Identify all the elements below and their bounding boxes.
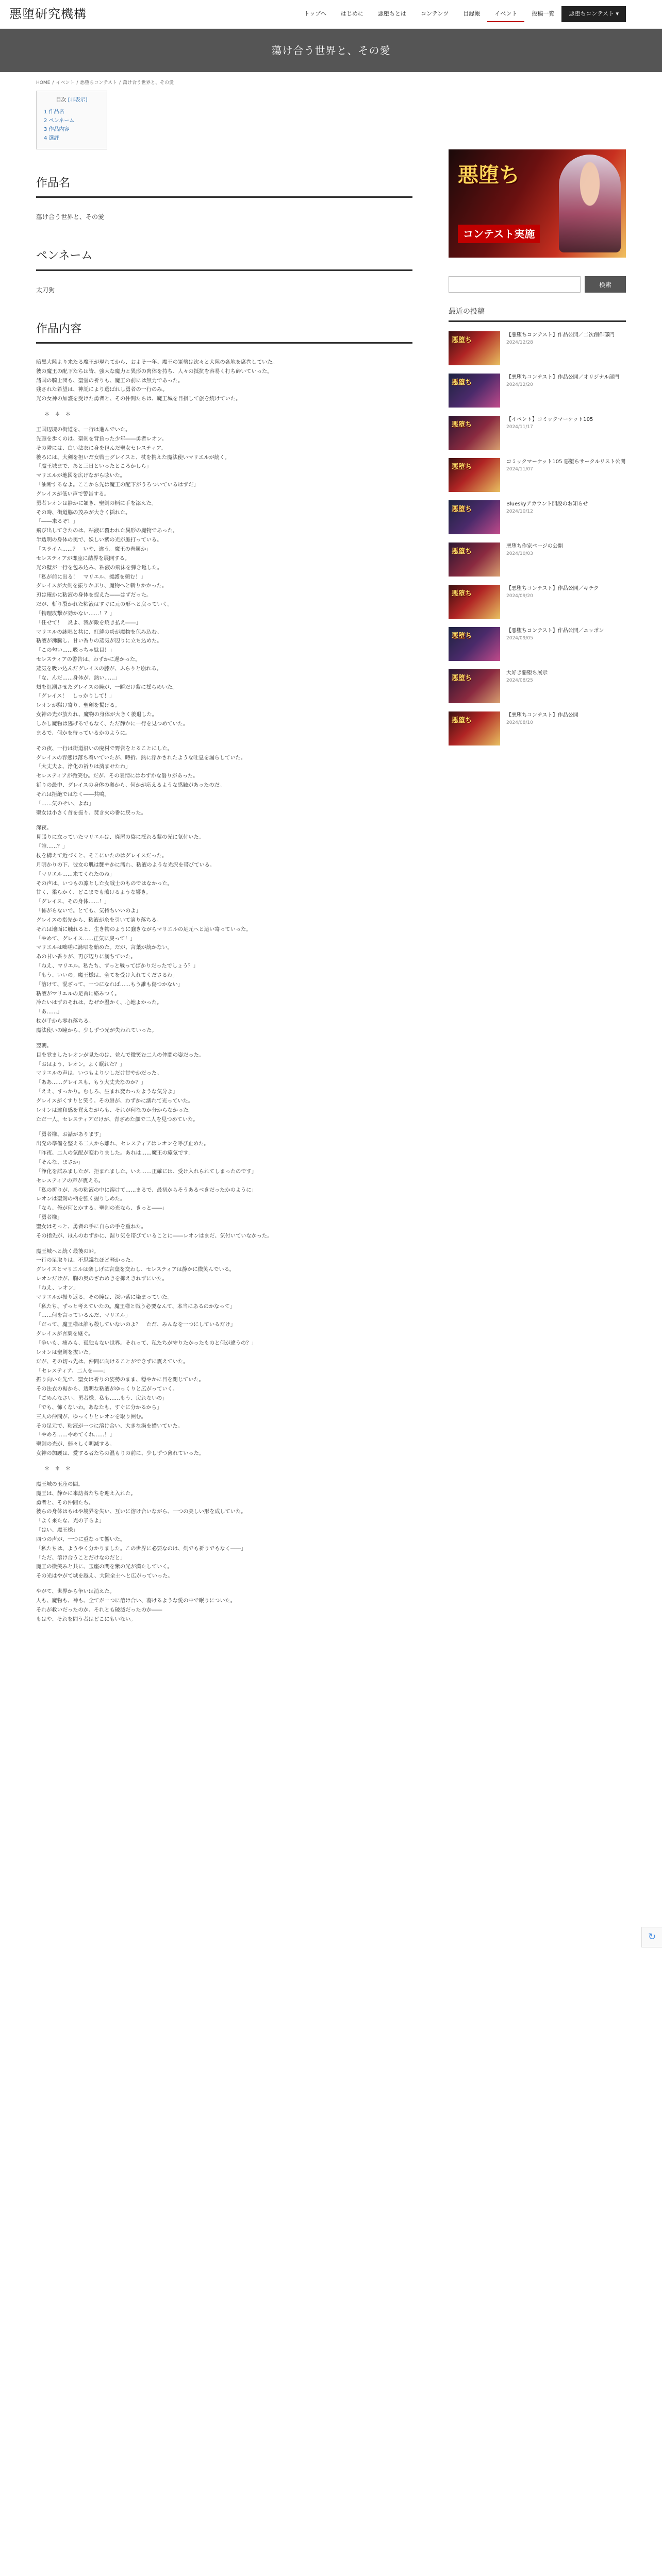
story-paragraph: 彼の魔王の配下たちは皆、強大な魔力と異形の肉体を持ち、人々の抵抗を容易く打ち砕いていった。 bbox=[36, 368, 273, 375]
nav-item[interactable]: はじめに bbox=[340, 10, 363, 17]
section-heading-title: 作品名 bbox=[36, 174, 412, 198]
story-paragraph: 見張りに立っていたマリエルは、廃屋の陰に揺れる紫の光に気付いた。 bbox=[36, 835, 204, 841]
story-paragraph: 女神の加護は、愛する者たちの温もりの前に、少しずつ薄れていった。 bbox=[36, 1451, 204, 1457]
post-thumbnail[interactable] bbox=[449, 374, 500, 408]
toc-list bbox=[44, 108, 100, 143]
nav-item[interactable]: 投稿一覧 bbox=[532, 10, 555, 17]
story-paragraph: 「誰……？」 bbox=[36, 844, 68, 850]
story-paragraph: 粘液が沸騰し、甘い香りの蒸気が辺りに立ち込めた。 bbox=[36, 638, 162, 645]
story-paragraph: 人も、魔物も、神も、全てが一つに溶け合い、蕩けるような愛の中で眠りについた。 bbox=[36, 1598, 236, 1604]
sidebar bbox=[449, 90, 626, 1624]
story-paragraph: もはや、それを問う者はどこにもいない。 bbox=[36, 1616, 136, 1622]
post-title-link[interactable]: コミックマーケット105 悪堕ちサークルリスト公開 bbox=[506, 459, 626, 465]
story-paragraph: 「私が前に出る！ マリエル、援護を頼む！」 bbox=[36, 574, 146, 580]
recent-post-item[interactable] bbox=[449, 627, 626, 661]
site-header bbox=[0, 0, 662, 29]
story-paragraph: 「……何を言っているんだ、マリエル」 bbox=[36, 1313, 131, 1319]
nav-item[interactable]: コンテンツ bbox=[420, 10, 449, 17]
post-thumbnail[interactable] bbox=[449, 416, 500, 450]
post-title-link[interactable]: 悪堕ち作家ページの公開 bbox=[506, 544, 563, 550]
story-paragraph: レオンは聖剣の柄を強く握りしめた。 bbox=[36, 1196, 126, 1202]
story-paragraph: 蒸気を吸い込んだグレイスの膝が、ふらりと崩れる。 bbox=[36, 666, 162, 672]
breadcrumb bbox=[0, 72, 662, 90]
story-paragraph: 「溶けて、混ざって、一つになれば……もう誰も傷つかない」 bbox=[36, 981, 183, 988]
story-paragraph: 光の女神の加護を受けた勇者と、その仲間たちは、魔王城を目指して旅を続けていた。 bbox=[36, 396, 241, 402]
story-paragraph: 聖剣の光が、弱々しく明滅する。 bbox=[36, 1442, 115, 1448]
story-paragraph: 「グレイス、その身体……！」 bbox=[36, 899, 110, 905]
story-paragraph: それが救いだったのか、それとも破滅だったのか―― bbox=[36, 1607, 162, 1613]
story-paragraph: 魔王は、静かに来訪者たちを迎え入れた。 bbox=[36, 1490, 136, 1497]
story-paragraph: レオンが駆け寄り、聖剣を掲げる。 bbox=[36, 703, 120, 709]
story-paragraph: グレイスが低い声で警告する。 bbox=[36, 491, 110, 497]
search-form bbox=[449, 276, 626, 293]
thumbnail-logo: 悪堕ち bbox=[452, 505, 472, 514]
story-paragraph: 「ただ、溶け合うことだけなのだと」 bbox=[36, 1555, 126, 1561]
story-paragraph: 「魔王城まで、あと三日といったところかしら」 bbox=[36, 464, 152, 470]
nav-item[interactable]: 目録帳 bbox=[463, 10, 481, 17]
story-paragraph: 粘液がマリエルの足首に絡みつく。 bbox=[36, 991, 120, 997]
recent-posts-heading: 最近の投稿 bbox=[449, 303, 626, 322]
story-paragraph: グレイスがくすりと笑う。その唇が、わずかに濡れて光っていた。 bbox=[36, 1098, 194, 1104]
thumbnail-logo: 悪堕ち bbox=[452, 590, 472, 598]
main-content bbox=[36, 90, 412, 1624]
post-text bbox=[506, 543, 563, 577]
story-paragraph: 「浄化を試みましたが、拒まれました。いえ……正確には、受け入れられてしまったのです」 bbox=[36, 1168, 257, 1175]
post-text bbox=[506, 458, 625, 492]
story-paragraph: 「やめろ……やめてくれ……！」 bbox=[36, 1432, 115, 1438]
story-paragraph: 「ごめんなさい、勇者様。私も……もう、戻れないの」 bbox=[36, 1396, 168, 1402]
story-paragraph: マリエルの声は、いつもより少しだけ甘やかだった。 bbox=[36, 1071, 162, 1077]
post-date: 2024/08/25 bbox=[506, 678, 533, 684]
story-paragraph: 魔王城の玉座の間。 bbox=[36, 1481, 84, 1487]
story-paragraph: 「グレイス！ しっかりして！」 bbox=[36, 693, 115, 700]
story-paragraph: 「ねえ、レオン」 bbox=[36, 1285, 79, 1291]
post-thumbnail[interactable] bbox=[449, 331, 500, 365]
thumbnail-logo: 悪堕ち bbox=[452, 336, 472, 345]
story-paragraph: 「あ……」 bbox=[36, 1009, 62, 1015]
recent-post-item[interactable] bbox=[449, 543, 626, 577]
post-text bbox=[506, 669, 548, 703]
story-paragraph: グレイスとマリエルは楽しげに言葉を交わし、セレスティアは静かに微笑んでいる。 bbox=[36, 1267, 235, 1273]
story-paragraph: 「勇者様、お話があります」 bbox=[36, 1132, 105, 1138]
post-thumbnail[interactable] bbox=[449, 585, 500, 619]
thumbnail-logo: 悪堕ち bbox=[452, 463, 472, 471]
nav-item[interactable]: トップへ bbox=[304, 10, 326, 17]
recent-post-item[interactable] bbox=[449, 416, 626, 450]
toc-item[interactable]: 1 作品名 bbox=[44, 109, 64, 115]
banner-subtitle: コンテスト実施 bbox=[458, 225, 540, 243]
toc-item[interactable]: 4 選評 bbox=[44, 135, 59, 141]
thumbnail-logo: 悪堕ち bbox=[452, 548, 472, 556]
story-paragraph: 杖を構えて近づくと、そこにいたのはグレイスだった。 bbox=[36, 853, 168, 859]
story-paragraph: 頬を紅潮させたグレイスの瞳が、一瞬だけ紫に揺らめいた。 bbox=[36, 684, 178, 690]
post-title-link[interactable]: 【イベント】コミックマーケット105 bbox=[506, 417, 593, 423]
post-date: 2024/12/28 bbox=[506, 340, 533, 346]
post-text bbox=[506, 374, 619, 408]
story-paragraph: 深夜。 bbox=[36, 825, 52, 832]
story-paragraph: その足元で、粘液が一つに溶け合い、大きな渦を描いていた。 bbox=[36, 1423, 184, 1429]
story-paragraph: 「――来るぞ！」 bbox=[36, 519, 78, 525]
story-paragraph: 「ああ……グレイスも、もう大丈夫なのか？」 bbox=[36, 1080, 146, 1086]
story-paragraph: セレスティアが微笑む。だが、その表情にはわずかな翳りがあった。 bbox=[36, 773, 198, 779]
story-paragraph: 杖が手から零れ落ちる。 bbox=[36, 1019, 94, 1025]
story-paragraph: その光はやがて城を越え、大陸全土へと広がっていった。 bbox=[36, 1573, 173, 1580]
story-paragraph: 目を覚ましたレオンが見たのは、並んで微笑む二人の仲間の姿だった。 bbox=[36, 1052, 204, 1058]
story-paragraph: まるで、何かを待っているかのように。 bbox=[36, 730, 131, 736]
search-input[interactable] bbox=[449, 276, 581, 293]
story-paragraph: 聖女は小さく首を振り、焚き火の番に戻った。 bbox=[36, 810, 146, 816]
story-paragraph: その声は、いつもの凛とした女戦士のものではなかった。 bbox=[36, 880, 173, 887]
story-paragraph: 「よく来たな、光の子らよ」 bbox=[36, 1518, 105, 1524]
story-paragraph: 「やめて、グレイス……正気に戻って！」 bbox=[36, 936, 136, 942]
story-paragraph: その隣には、白い法衣に身を包んだ聖女セレスティア。 bbox=[36, 445, 167, 451]
post-text bbox=[506, 331, 615, 365]
story-paragraph: 月明かりの下、彼女の肌は艶やかに濡れ、粘液のような光沢を帯びている。 bbox=[36, 862, 215, 868]
story-paragraph: 暗黒大陸より来たる魔王が現れてから、およそ一年。魔王の軍勢は次々と大陸の各地を席巻していた。 bbox=[36, 359, 278, 365]
nav-item[interactable]: イベント bbox=[487, 6, 524, 23]
recent-post-item[interactable] bbox=[449, 374, 626, 408]
story-paragraph: 「でも、怖くないわ。あなたも、すぐに分かるから」 bbox=[36, 1404, 162, 1411]
paragraph-gap bbox=[36, 818, 412, 824]
story-paragraph: 「任せて！ 炎よ、我が敵を焼き払え――」 bbox=[36, 620, 141, 626]
post-title-link[interactable]: 【悪堕ちコンテスト】作品公開／ニッポン bbox=[506, 628, 604, 634]
story-paragraph: 「なら、俺が何とかする。聖剣の光なら、きっと――」 bbox=[36, 1206, 168, 1212]
site-title[interactable]: 悪堕研究機構 bbox=[9, 7, 87, 22]
story-paragraph: 三人の仲間が、ゆっくりとレオンを取り囲む。 bbox=[36, 1414, 146, 1420]
recent-post-item[interactable] bbox=[449, 458, 626, 492]
story-paragraph: 「おはよう、レオン。よく眠れた？」 bbox=[36, 1061, 125, 1067]
post-thumbnail[interactable] bbox=[449, 500, 500, 534]
story-paragraph: グレイスの容態は落ち着いていたが、時折、熱に浮かされたような吐息を漏らしていた。 bbox=[36, 755, 246, 761]
story-paragraph: 振り向いた先で、聖女は祈りの姿勢のまま、穏やかに目を閉じていた。 bbox=[36, 1377, 204, 1383]
story-paragraph: 出発の準備を整える二人から離れ、セレスティアはレオンを呼び止めた。 bbox=[36, 1141, 209, 1147]
post-text bbox=[506, 627, 604, 661]
post-text bbox=[506, 416, 593, 450]
story-paragraph: 王国辺境の街道を、一行は進んでいた。 bbox=[36, 427, 131, 433]
story-paragraph: マリエルの詠唱と共に、紅蓮の炎が魔物を包み込む。 bbox=[36, 629, 162, 635]
story-paragraph: 聖女はそっと、勇者の手に自らの手を重ねた。 bbox=[36, 1224, 146, 1230]
scene-separator: ＊ ＊ ＊ bbox=[44, 412, 71, 418]
story-paragraph: 「大丈夫よ、浄化の祈りは済ませたわ」 bbox=[36, 764, 131, 770]
breadcrumb-link[interactable]: HOME bbox=[36, 80, 51, 86]
breadcrumb-link[interactable]: 蕩け合う世界と、その愛 bbox=[123, 80, 174, 86]
story-paragraph: 「な、んだ……身体が、熱い……」 bbox=[36, 675, 120, 681]
story-paragraph: やがて、世界から争いは消えた。 bbox=[36, 1589, 115, 1595]
story-paragraph: あの甘い香りが、再び辺りに満ちていた。 bbox=[36, 954, 136, 960]
story-paragraph: グレイスが大剣を振りかぶり、魔物へと斬りかかった。 bbox=[36, 583, 168, 589]
recent-post-item[interactable] bbox=[449, 331, 626, 365]
section-heading-penname: ペンネーム bbox=[36, 247, 412, 270]
story-paragraph: 冷たいはずのそれは、なぜか温かく、心地よかった。 bbox=[36, 1000, 162, 1006]
paragraph-gap bbox=[36, 1124, 412, 1130]
work-title-value: 蕩け合う世界と、その愛 bbox=[36, 213, 105, 221]
paragraph-gap bbox=[36, 738, 412, 744]
post-title-link[interactable]: 【悪堕ちコンテスト】作品公開／オリジナル部門 bbox=[506, 375, 620, 381]
story-paragraph: 後ろには、大剣を担いだ女戦士グレイスと、杖を携えた魔法使いマリエルが続く。 bbox=[36, 454, 230, 461]
post-thumbnail[interactable] bbox=[449, 711, 500, 745]
breadcrumb-separator: / bbox=[119, 80, 121, 86]
story-paragraph: 勇者と、その仲間たち。 bbox=[36, 1500, 94, 1506]
story-paragraph: その時、街道脇の茂みが大きく揺れた。 bbox=[36, 510, 131, 516]
nav-item[interactable]: 悪堕ちとは bbox=[377, 10, 406, 17]
contest-banner[interactable] bbox=[449, 149, 626, 258]
banner-logo-text: 悪堕ち bbox=[458, 163, 520, 187]
global-nav bbox=[297, 6, 626, 23]
toc-item[interactable]: 2 ペンネーム bbox=[44, 118, 75, 124]
story-paragraph: 「昨夜、二人の気配が変わりました。あれは……魔王の瘴気です」 bbox=[36, 1150, 194, 1157]
story-paragraph: 「セレスティア、二人を――」 bbox=[36, 1368, 109, 1374]
story-paragraph: マリエルが振り返る。その瞳は、深い紫に染まっていた。 bbox=[36, 1294, 173, 1300]
toc-item[interactable]: 3 作品内容 bbox=[44, 127, 70, 132]
story-paragraph: 「ねえ、マリエル。私たち、ずっと戦ってばかりだったでしょう？」 bbox=[36, 963, 198, 970]
breadcrumb-link[interactable]: イベント bbox=[56, 80, 75, 86]
breadcrumb-link[interactable]: 悪堕ちコンテスト bbox=[80, 80, 118, 86]
post-title-link[interactable]: 【悪堕ちコンテスト】作品公開／二次創作部門 bbox=[506, 332, 615, 338]
toc-header bbox=[44, 96, 100, 105]
story-paragraph: セレスティアが即座に結界を展開する。 bbox=[36, 555, 130, 562]
post-title-link[interactable]: 大好き悪堕ち展示 bbox=[506, 670, 548, 676]
paragraph-gap bbox=[36, 1581, 412, 1587]
story-paragraph: 光の壁が一行を包み込み、粘液の飛沫を弾き返した。 bbox=[36, 565, 163, 571]
search-button[interactable]: 検索 bbox=[585, 276, 626, 293]
story-paragraph: 「勇者様」 bbox=[36, 1215, 62, 1221]
post-text bbox=[506, 711, 578, 745]
story-paragraph: それは拒絶ではなく――共鳴。 bbox=[36, 791, 110, 798]
story-paragraph: 魔法使いの瞳から、少しずつ光が失われていった。 bbox=[36, 1028, 157, 1033]
thumbnail-logo: 悪堕ち bbox=[452, 674, 472, 683]
penname-value: 太刀狗 bbox=[36, 286, 55, 294]
story-paragraph: 女神の光が放たれ、魔物の身体が大きく後退した。 bbox=[36, 712, 157, 718]
story-paragraph: 先頭を歩くのは、聖剣を背負った少年――勇者レオン。 bbox=[36, 436, 167, 442]
recent-post-item[interactable] bbox=[449, 711, 626, 745]
story-paragraph: 半透明の身体の奥で、妖しい紫の光が脈打っている。 bbox=[36, 537, 162, 544]
story-paragraph: セレスティアの警告は、わずかに遅かった。 bbox=[36, 657, 141, 663]
story-paragraph: 諸国の騎士団も、聖堂の祈りも、魔王の前には無力であった。 bbox=[36, 378, 184, 384]
post-text bbox=[506, 585, 599, 619]
story-paragraph: 「もう、いいの。魔王様は、全てを受け入れてくださるわ」 bbox=[36, 972, 178, 978]
story-paragraph: 「油断するなよ。ここから先は魔王の配下がうろついているはずだ」 bbox=[36, 482, 199, 488]
story-paragraph: 「はい、魔王様」 bbox=[36, 1528, 78, 1534]
story-paragraph: 祈りの最中、グレイスの身体の奥から、何かが応えるような感触があったのだ。 bbox=[36, 783, 225, 789]
story-paragraph: 「ええ、すっかり。むしろ、生まれ変わったような気分よ」 bbox=[36, 1089, 178, 1095]
story-paragraph: 「怖がらないで。とても、気持ちいいのよ」 bbox=[36, 908, 141, 914]
toc-toggle-link[interactable]: [非表示] bbox=[68, 97, 88, 103]
paragraph-gap bbox=[36, 1474, 412, 1480]
story-paragraph: 「私たち、ずっと考えていたの。魔王様と戦う必要なんて、本当にあるのかなって」 bbox=[36, 1303, 235, 1310]
story-paragraph: その指先が、ほんのわずかに、湿り気を帯びていることに――レオンはまだ、気付いていなかった。 bbox=[36, 1233, 273, 1239]
paragraph-gap bbox=[36, 419, 412, 426]
story-paragraph: 彼らの身体はもはや境界を失い、互いに溶け合いながら、一つの美しい形を成していた。 bbox=[36, 1509, 246, 1515]
nav-item[interactable]: 悪堕ちコンテスト ▾ bbox=[561, 6, 626, 23]
post-thumbnail[interactable] bbox=[449, 458, 500, 492]
story-paragraph: 「そんな、まさか」 bbox=[36, 1159, 84, 1165]
post-date: 2024/11/07 bbox=[506, 467, 533, 472]
post-thumbnail[interactable] bbox=[449, 627, 500, 661]
story-paragraph: マリエルは咄嗟に詠唱を始めた。だが、言葉が続かない。 bbox=[36, 945, 173, 951]
story-paragraph: だが、斬り裂かれた粘液はすぐに元の形へと戻っていく。 bbox=[36, 602, 173, 608]
post-title-link[interactable]: 【悪堕ちコンテスト】作品公開 bbox=[506, 713, 578, 719]
story-paragraph: しかし魔物は逃げるでもなく、ただ静かに一行を見つめていた。 bbox=[36, 721, 189, 727]
story-paragraph: 「争いも、痛みも、孤独もない世界。それって、私たちが守りたかったものと何が違うの？」 bbox=[36, 1341, 257, 1346]
scene-separator: ＊ ＊ ＊ bbox=[44, 1466, 71, 1472]
post-text bbox=[506, 500, 588, 534]
story-paragraph: 勇者レオンは静かに頷き、聖剣の柄に手を添えた。 bbox=[36, 500, 157, 506]
post-title-link[interactable]: Blueskyアカウント開設のお知らせ bbox=[506, 501, 588, 507]
recent-post-item[interactable] bbox=[449, 585, 626, 619]
post-date: 2024/10/03 bbox=[506, 551, 533, 557]
story-paragraph: グレイスの指先から、粘液が糸を引いて滴り落ちる。 bbox=[36, 917, 162, 923]
story-paragraph: 魔王の微笑みと共に、玉座の間を紫の光が満たしていく。 bbox=[36, 1564, 173, 1570]
story-body bbox=[36, 358, 412, 1624]
post-date: 2024/12/20 bbox=[506, 382, 533, 388]
story-paragraph: セレスティアの声が震える。 bbox=[36, 1178, 104, 1184]
story-paragraph: マリエルが地図を広げながら呟いた。 bbox=[36, 473, 125, 479]
story-paragraph: それは地面に触れると、生き物のように蠢きながらマリエルの足元へと這い寄っていった。 bbox=[36, 926, 252, 933]
story-paragraph: その法衣の裾から、透明な粘液がゆっくりと広がっていく。 bbox=[36, 1386, 178, 1393]
banner-illustration bbox=[559, 155, 621, 252]
story-paragraph: 翌朝。 bbox=[36, 1043, 52, 1049]
story-paragraph: だが、その切っ先は、仲間に向けることができずに震えていた。 bbox=[36, 1359, 189, 1365]
post-date: 2024/08/10 bbox=[506, 720, 533, 726]
story-paragraph: 「私たちは、ようやく分かりました。この世界に必要なのは、剣でも祈りでもなく――」 bbox=[36, 1546, 246, 1552]
story-paragraph: 飛び出してきたのは、粘液に覆われた異形の魔物であった。 bbox=[36, 528, 178, 534]
thumbnail-logo: 悪堕ち bbox=[452, 379, 472, 387]
table-of-contents bbox=[36, 91, 107, 149]
recent-posts-list bbox=[449, 331, 626, 745]
story-paragraph: ただ一人、セレスティアだけが、青ざめた顔で二人を見つめていた。 bbox=[36, 1116, 198, 1123]
recaptcha-badge-icon[interactable]: ↻ bbox=[641, 1927, 662, 1947]
story-paragraph: 「物理攻撃が効かない……！？」 bbox=[36, 611, 115, 617]
post-date: 2024/09/05 bbox=[506, 636, 533, 641]
paragraph-gap bbox=[36, 1036, 412, 1042]
story-paragraph: 「私の祈りが、あの粘液の中に溶けて……まるで、最初からそうあるべきだったかのように」 bbox=[36, 1187, 257, 1193]
recent-post-item[interactable] bbox=[449, 669, 626, 703]
story-paragraph: 四つの声が、一つに重なって響いた。 bbox=[36, 1536, 126, 1543]
post-title-link[interactable]: 【悪堕ちコンテスト】作品公開／キチク bbox=[506, 586, 599, 592]
breadcrumb-separator: / bbox=[52, 80, 54, 86]
post-thumbnail[interactable] bbox=[449, 543, 500, 577]
post-date: 2024/11/17 bbox=[506, 425, 533, 430]
story-paragraph: レオンは聖剣を抜いた。 bbox=[36, 1349, 94, 1355]
post-thumbnail[interactable] bbox=[449, 669, 500, 703]
post-date: 2024/10/12 bbox=[506, 509, 533, 515]
page-title: 蕩け合う世界と、その愛 bbox=[271, 44, 391, 57]
story-paragraph: グレイスが言葉を継ぐ。 bbox=[36, 1331, 94, 1337]
thumbnail-logo: 悪堕ち bbox=[452, 717, 472, 725]
story-paragraph: 「……気のせい、よね」 bbox=[36, 801, 94, 807]
recent-post-item[interactable] bbox=[449, 500, 626, 534]
post-date: 2024/09/20 bbox=[506, 594, 533, 599]
paragraph-gap bbox=[36, 1241, 412, 1247]
toc-title: 目次 bbox=[56, 97, 67, 103]
story-paragraph: 「スライム……？ いや、違う。魔王の眷属か」 bbox=[36, 546, 152, 552]
story-paragraph: 一行の足取りは、不思議なほど軽かった。 bbox=[36, 1258, 136, 1264]
story-paragraph: 甘く、柔らかく、どこまでも蕩けるような響き。 bbox=[36, 890, 152, 896]
story-paragraph: レオンだけが、胸の奥のざわめきを抑えきれずにいた。 bbox=[36, 1276, 168, 1282]
story-paragraph: 残された希望は、神託により選ばれし勇者の一行のみ。 bbox=[36, 387, 168, 393]
section-heading-content: 作品内容 bbox=[36, 320, 412, 344]
story-paragraph: 「マリエル……来てくれたのね」 bbox=[36, 871, 115, 877]
story-paragraph: 魔王城へと続く最後の峠。 bbox=[36, 1248, 100, 1255]
breadcrumb-separator: / bbox=[76, 80, 78, 86]
paragraph-gap bbox=[36, 1459, 412, 1465]
hero-banner bbox=[0, 29, 662, 72]
story-paragraph: 刃は確かに粘液の身体を捉えた――はずだった。 bbox=[36, 592, 152, 599]
thumbnail-logo: 悪堕ち bbox=[452, 632, 472, 640]
story-paragraph: レオンは違和感を覚えながらも、それが何なのか分からなかった。 bbox=[36, 1107, 194, 1113]
story-paragraph: その夜、一行は街道沿いの廃村で野営をとることにした。 bbox=[36, 745, 173, 752]
paragraph-gap bbox=[36, 404, 412, 410]
story-paragraph: 「この匂い……吸っちゃ駄目！」 bbox=[36, 648, 115, 654]
thumbnail-logo: 悪堕ち bbox=[452, 421, 472, 429]
story-paragraph: 「だって、魔王様は誰も殺していないのよ？ ただ、みんなを一つにしているだけ」 bbox=[36, 1322, 236, 1328]
